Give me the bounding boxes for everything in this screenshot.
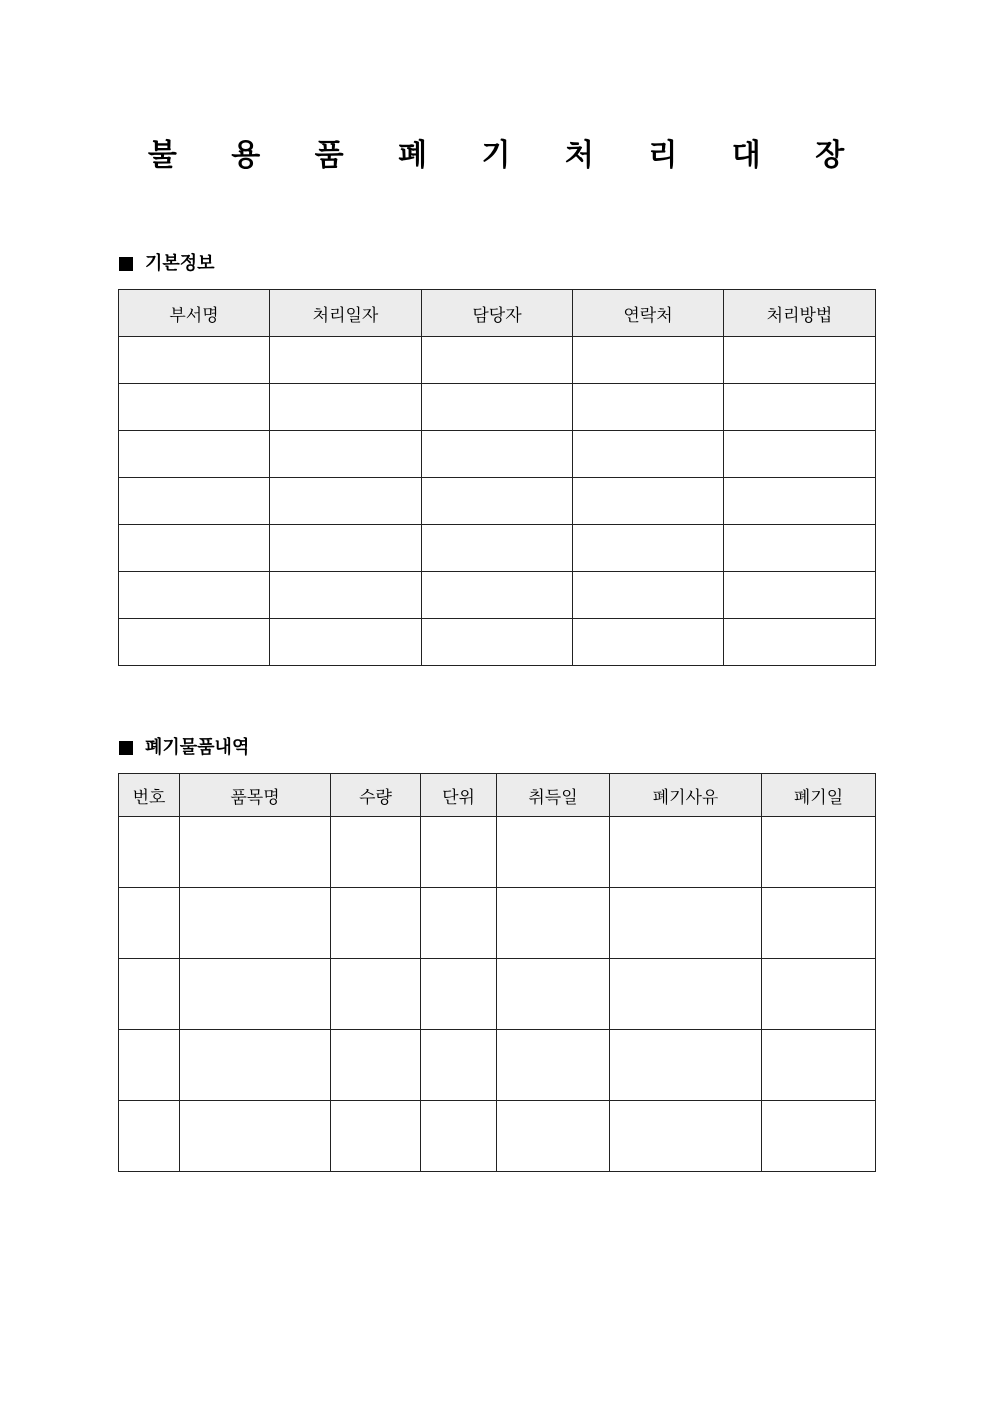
table-cell[interactable] [180,817,331,888]
column-header-quantity: 수량 [331,774,421,817]
basic-info-table [118,289,876,666]
table-cell[interactable] [762,1101,876,1172]
table-cell[interactable] [610,959,762,1030]
section-heading-disposal-items [119,736,249,760]
table-cell[interactable] [421,959,497,1030]
table-cell[interactable] [724,431,876,478]
table-cell[interactable] [422,384,573,431]
table-cell[interactable] [497,1101,610,1172]
table-cell[interactable] [270,431,422,478]
table-cell[interactable] [573,337,724,384]
table-cell[interactable] [762,817,876,888]
table-cell[interactable] [331,888,421,959]
table-cell[interactable] [497,1030,610,1101]
document-title: 불 용 품 폐 기 처 리 대 장 [147,138,867,173]
column-header-processing-method: 처리방법 [724,290,876,337]
table-cell[interactable] [119,572,270,619]
table-cell[interactable] [119,1030,180,1101]
table-row [119,384,876,431]
table-cell[interactable] [421,1101,497,1172]
column-header-processing-date: 처리일자 [270,290,422,337]
table-cell[interactable] [119,959,180,1030]
table-cell[interactable] [119,478,270,525]
table-cell[interactable] [270,572,422,619]
table-row [119,337,876,384]
column-header-contact: 연락처 [573,290,724,337]
table-cell[interactable] [573,384,724,431]
table-cell[interactable] [119,525,270,572]
table-cell[interactable] [331,1030,421,1101]
table-cell[interactable] [421,1030,497,1101]
table-cell[interactable] [331,1101,421,1172]
column-header-disposal-date: 폐기일 [762,774,876,817]
table-cell[interactable] [119,1101,180,1172]
table-cell[interactable] [724,525,876,572]
table-cell[interactable] [497,817,610,888]
table-cell[interactable] [270,619,422,666]
table-cell[interactable] [573,478,724,525]
table-cell[interactable] [331,817,421,888]
table-cell[interactable] [422,337,573,384]
section-heading-basic-info [119,252,215,276]
table-cell[interactable] [610,817,762,888]
table-cell[interactable] [422,525,573,572]
table-cell[interactable] [762,1030,876,1101]
table-cell[interactable] [497,959,610,1030]
table-cell[interactable] [119,619,270,666]
table-header-row [119,290,876,337]
column-header-acquisition-date: 취득일 [497,774,610,817]
column-header-unit: 단위 [421,774,497,817]
section-heading-label: 기본정보 [145,253,215,274]
table-cell[interactable] [497,888,610,959]
table-row [119,817,876,888]
column-header-disposal-reason: 폐기사유 [610,774,762,817]
table-row [119,478,876,525]
table-cell[interactable] [610,1030,762,1101]
table-cell[interactable] [180,959,331,1030]
table-cell[interactable] [610,1101,762,1172]
table-cell[interactable] [422,478,573,525]
square-bullet-icon [119,257,133,271]
table-cell[interactable] [119,431,270,478]
table-cell[interactable] [270,337,422,384]
column-header-manager: 담당자 [422,290,573,337]
table-cell[interactable] [724,478,876,525]
table-row [119,888,876,959]
table-cell[interactable] [119,337,270,384]
table-cell[interactable] [331,959,421,1030]
table-cell[interactable] [421,817,497,888]
table-row [119,1030,876,1101]
table-row [119,431,876,478]
table-header-row [119,774,876,817]
table-cell[interactable] [270,525,422,572]
table-cell[interactable] [573,619,724,666]
table-cell[interactable] [724,384,876,431]
table-row [119,572,876,619]
table-cell[interactable] [573,572,724,619]
table-cell[interactable] [422,431,573,478]
table-cell[interactable] [724,572,876,619]
table-cell[interactable] [180,888,331,959]
table-cell[interactable] [421,888,497,959]
table-cell[interactable] [573,525,724,572]
table-cell[interactable] [180,1030,331,1101]
column-header-number: 번호 [119,774,180,817]
table-cell[interactable] [119,384,270,431]
table-cell[interactable] [724,619,876,666]
table-row [119,525,876,572]
section-heading-label: 폐기물품내역 [145,737,250,758]
table-cell[interactable] [119,817,180,888]
square-bullet-icon [119,741,133,755]
table-cell[interactable] [573,431,724,478]
table-cell[interactable] [762,888,876,959]
table-cell[interactable] [724,337,876,384]
table-cell[interactable] [270,384,422,431]
table-cell[interactable] [422,619,573,666]
table-cell[interactable] [762,959,876,1030]
disposal-items-table [118,773,876,1172]
column-header-department: 부서명 [119,290,270,337]
table-cell[interactable] [422,572,573,619]
column-header-item-name: 품목명 [180,774,331,817]
table-cell[interactable] [119,888,180,959]
table-row [119,1101,876,1172]
table-row [119,959,876,1030]
table-cell[interactable] [610,888,762,959]
table-row [119,619,876,666]
table-cell[interactable] [270,478,422,525]
table-cell[interactable] [180,1101,331,1172]
